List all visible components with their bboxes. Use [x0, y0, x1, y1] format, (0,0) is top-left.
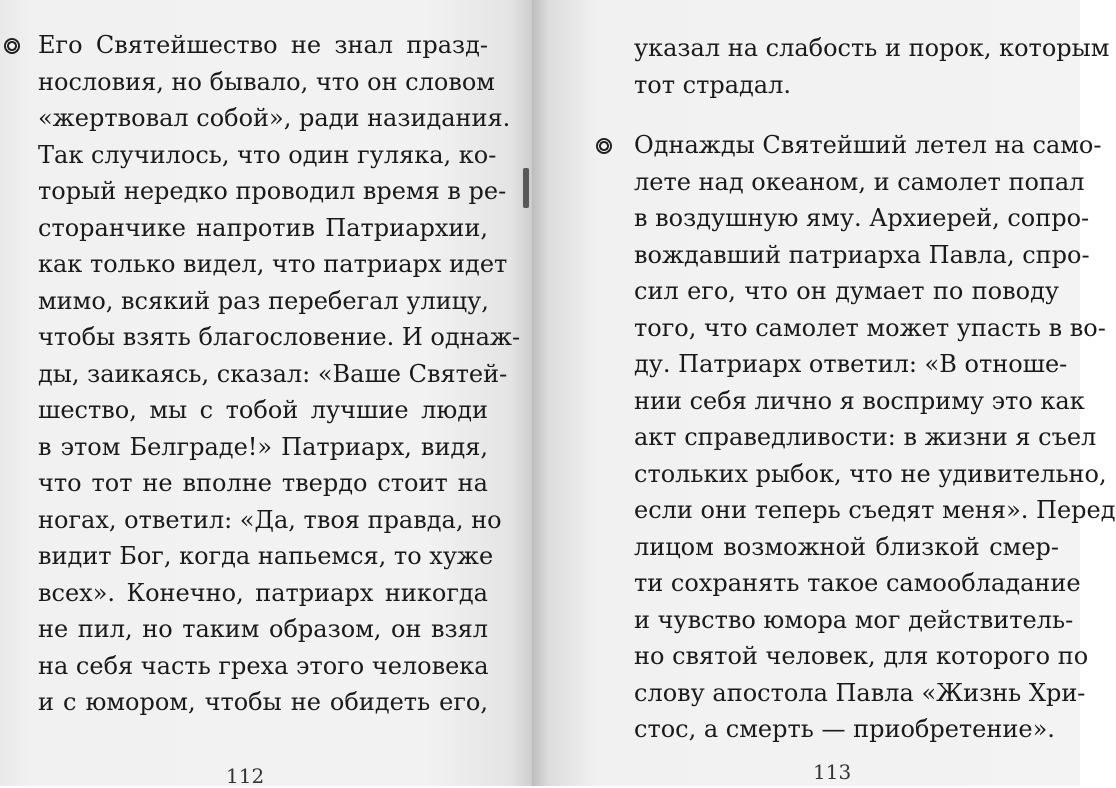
text-line: нии себя лично я восприму это как	[634, 386, 1085, 415]
text-line: Однажды Святейший летел на само-	[634, 131, 1102, 159]
text-line: «жертвовал собой», ради назидания.	[38, 104, 511, 132]
text-line: в воздушную яму. Архиерей, сопро-	[634, 204, 1090, 232]
text-line: но святой человек, для которого по	[634, 642, 1089, 670]
text-line: всех». Конечно, патриарх никогда	[38, 578, 488, 607]
text-line: сторанчике напротив Патриархии,	[38, 213, 488, 242]
text-line: ду. Патриарх ответил: «В отноше-	[634, 350, 1068, 378]
text-line: указал на слабость и порок, которым	[634, 34, 1110, 62]
text-line: ды, заикаясь, сказал: «Ваше Святей-	[38, 359, 508, 388]
text-line: лицом возможной близкой смер-	[634, 532, 1059, 561]
text-line: ти сохранять такое самообладание	[634, 569, 1081, 597]
text-line: вождавший патриарха Павла, спро-	[634, 240, 1090, 269]
text-line: видит Бог, когда напьемся, то хуже	[38, 542, 494, 570]
text-line: того, что самолет может упасть в во-	[634, 313, 1106, 342]
right-continuation-paragraph	[634, 30, 1110, 103]
swirl-bullet-icon	[4, 38, 20, 54]
text-line: в этом Белграде!» Патриарх, видя,	[38, 432, 488, 461]
right-paragraph	[634, 127, 1116, 748]
text-line: Его Святейшество не знал празд-	[38, 31, 488, 59]
text-line: мимо, всякий раз перебегал улицу,	[38, 286, 489, 315]
gutter-mark	[523, 168, 529, 208]
text-line: акт справедливости: в жизни я съел	[634, 423, 1097, 451]
left-paragraph	[38, 27, 521, 721]
text-line: не пил, но таким образом, он взял	[38, 615, 488, 643]
text-line: Так случилось, что один гуляка, ко-	[38, 140, 497, 169]
text-line: нословия, но бывало, что он словом	[38, 67, 495, 96]
text-line: ногах, ответил: «Да, твоя правда, но	[38, 505, 502, 534]
text-line: шество, мы с тобой лучшие люди	[38, 396, 488, 424]
text-line: что тот не вполне твердо стоит на	[38, 469, 488, 497]
text-line: сил его, что он думает по поводу	[634, 277, 1059, 305]
page-number-right: 113	[813, 760, 852, 784]
text-line: стос, а смерть — приобретение».	[634, 715, 1055, 743]
text-line: чтобы взять благословение. И однаж-	[38, 323, 521, 351]
text-line: лете над океаном, и самолет попал	[634, 167, 1085, 196]
text-line: на себя часть греха этого человека	[38, 651, 489, 680]
text-line: если они теперь съедят меня». Перед	[634, 496, 1116, 524]
text-line: как только видел, что патриарх идет	[38, 250, 508, 278]
text-line: слову апостола Павла «Жизнь Хри-	[634, 678, 1086, 707]
swirl-bullet-icon	[596, 138, 612, 154]
text-line: тот страдал.	[634, 70, 791, 99]
text-line: и с юмором, чтобы не обидеть его,	[38, 688, 488, 716]
text-line: стольких рыбок, что не удивительно,	[634, 459, 1107, 488]
text-line: торый нередко проводил время в ре-	[38, 177, 507, 205]
page-number-left: 112	[226, 764, 265, 788]
text-line: и чувство юмора мог действитель-	[634, 605, 1074, 634]
